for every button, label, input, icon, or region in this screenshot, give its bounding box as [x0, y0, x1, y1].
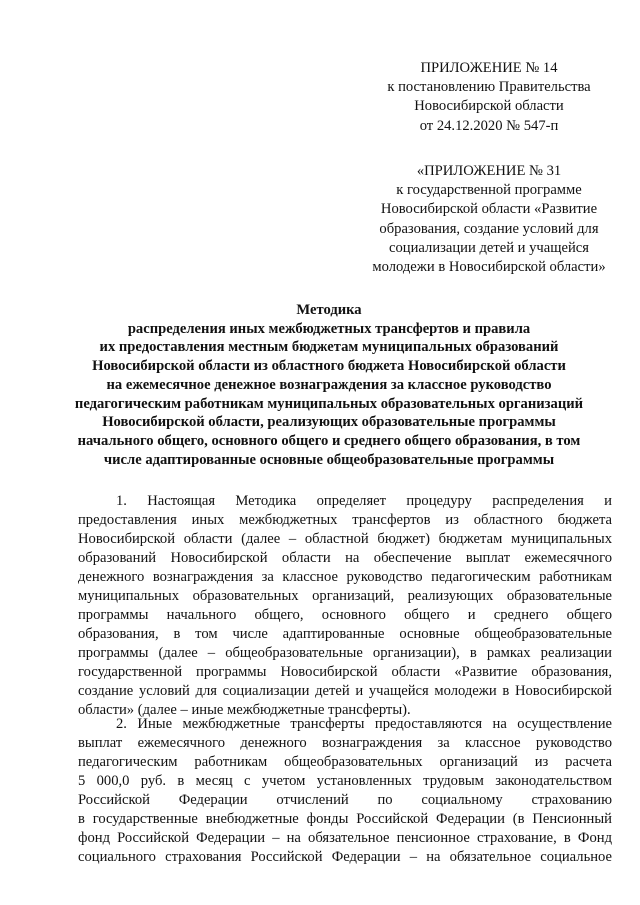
- title-line: педагогическим работникам муниципальных образовательных организаций: [74, 395, 584, 412]
- paragraph-1: [78, 492, 612, 720]
- paragraph-line: 5 000,0 руб. в месяц с учетом установленных трудовым законодательством: [78, 773, 612, 789]
- title-line: Новосибирской области, реализующих образовательные программы: [102, 414, 556, 431]
- appendix-line: к государственной программе: [396, 182, 582, 199]
- paragraph-line: образований Новосибирской области на обеспечение выплат ежемесячного: [78, 550, 612, 566]
- paragraph-line: муниципальных образовательных организаций, реализующих образовательные: [78, 588, 612, 604]
- paragraph-line: области» (далее – иные межбюджетные трансферты).: [78, 702, 411, 718]
- paragraph-line: фонд Российской Федерации – на обязательное пенсионное страхование, в Фонд: [78, 830, 612, 846]
- approval-line: ПРИЛОЖЕНИЕ № 14: [420, 60, 558, 76]
- paragraph-line: денежного вознаграждения за классное руководство педагогическим работникам: [78, 569, 612, 585]
- paragraph-line: программы (далее – общеобразовательные организации), в рамках реализации: [78, 645, 612, 661]
- approval-line: к постановлению Правительства: [387, 79, 591, 96]
- paragraph-line: 1. Настоящая Методика определяет процедуру распределения и: [116, 493, 612, 509]
- paragraph-line: социального страхования Российской Федерации – на обязательное социальное: [78, 849, 612, 865]
- paragraph-line: педагогическим работникам общеобразовательных организаций из расчета: [78, 754, 612, 770]
- paragraph-2: [78, 715, 612, 867]
- paragraph-line: 2. Иные межбюджетные трансферты предоставляются на осуществление: [116, 716, 612, 732]
- appendix-line: социализации детей и учащейся: [389, 239, 589, 256]
- program-appendix-header: [358, 162, 620, 277]
- title-line: Новосибирской области из областного бюджета Новосибирской области: [92, 358, 566, 375]
- approval-line: от 24.12.2020 № 547-п: [419, 117, 559, 134]
- approval-appendix-header: [380, 59, 598, 136]
- paragraph-line: Российской Федерации отчислений по социальному страхованию: [78, 792, 612, 808]
- paragraph-line: Новосибирской области (далее – областной бюджет) бюджетам муниципальных: [78, 531, 612, 547]
- approval-line: Новосибирской области: [414, 98, 564, 115]
- paragraph-line: предоставления иных межбюджетных трансфертов из областного бюджета: [78, 512, 612, 528]
- paragraph-line: выплат ежемесячного денежного вознаграждения за классное руководство: [78, 735, 612, 751]
- appendix-line: молодежи в Новосибирской области»: [372, 259, 606, 276]
- paragraph-line: государственной программы Новосибирской области «Развитие образования,: [78, 664, 612, 680]
- title-line: на ежемесячное денежное вознаграждения за классное руководство: [106, 376, 552, 393]
- appendix-line: «ПРИЛОЖЕНИЕ № 31: [416, 163, 562, 179]
- paragraph-line: создание условий для социализации детей и учащейся молодежи в Новосибирской: [78, 683, 612, 699]
- title-line: их предоставления местным бюджетам муниципальных образований: [99, 339, 559, 356]
- paragraph-line: образования, в том числе адаптированные основные общеобразовательные: [78, 626, 612, 642]
- paragraph-line: программы начального общего, основного общего и среднего общего: [78, 607, 612, 623]
- appendix-line: Новосибирской области «Развитие: [380, 201, 598, 218]
- title-line: числе адаптированные основные общеобразовательные программы: [103, 451, 555, 468]
- title-line: Методика: [296, 302, 362, 318]
- title-line: начального общего, основного общего и среднего общего образования, в том: [77, 432, 581, 449]
- document-title: [44, 301, 614, 469]
- title-line: распределения иных межбюджетных трансфертов и правила: [127, 320, 531, 337]
- appendix-line: образования, создание условий для: [379, 220, 599, 237]
- paragraph-line: в государственные внебюджетные фонды Российской Федерации (в Пенсионный: [78, 811, 612, 827]
